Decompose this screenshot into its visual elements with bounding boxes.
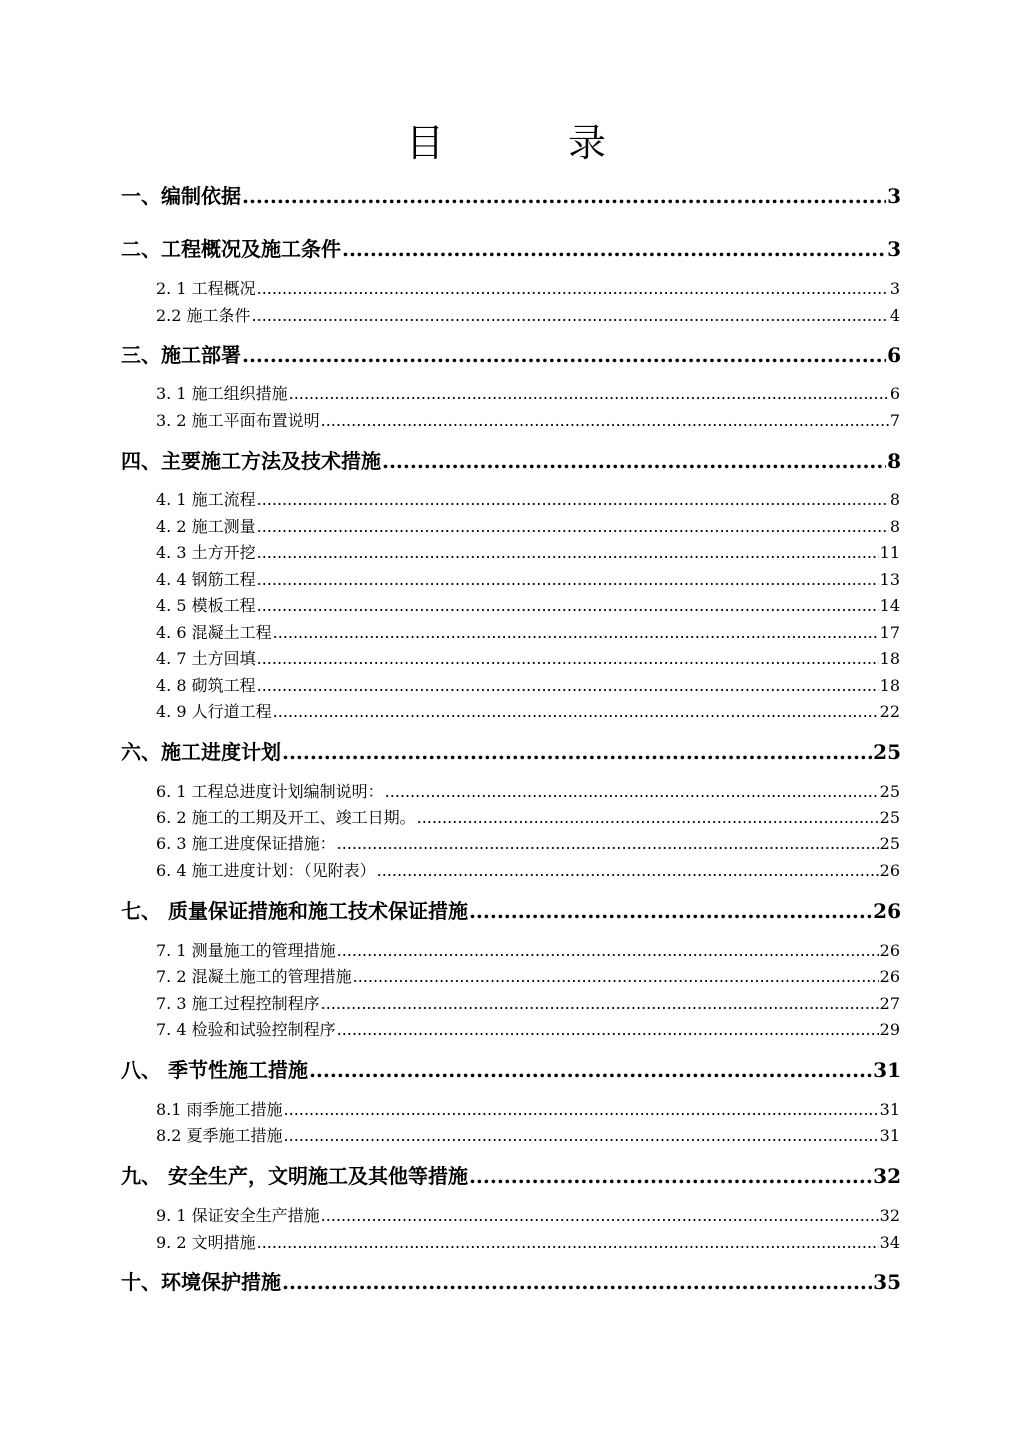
toc-dot-leader — [289, 382, 889, 406]
toc-page-number: 31 — [873, 1058, 901, 1082]
toc-section-entry[interactable] — [156, 1204, 900, 1228]
toc-page-number: 25 — [879, 782, 900, 801]
toc-chapter-entry[interactable] — [121, 446, 901, 476]
toc-entry-title: 7. 4 检验和试验控制程序 — [156, 1020, 336, 1039]
toc-section-entry[interactable] — [156, 674, 900, 698]
toc-entry-title: 7. 3 施工过程控制程序 — [156, 994, 320, 1013]
toc-dot-leader — [284, 1124, 879, 1148]
toc-page-number: 6 — [889, 384, 900, 403]
toc-page-number: 32 — [873, 1164, 901, 1188]
toc-section-entry[interactable] — [156, 1231, 900, 1255]
page-title: 目 录 — [405, 121, 663, 165]
toc-chapter-entry[interactable] — [121, 1055, 901, 1085]
toc-dot-leader — [257, 647, 879, 671]
toc-dot-leader — [252, 304, 889, 328]
toc-dot-leader — [337, 939, 879, 963]
toc-entry-title: 4. 9 人行道工程 — [156, 702, 272, 721]
toc-entry-title: 一、编制依据 — [121, 184, 241, 208]
toc-chapter-entry[interactable] — [121, 737, 901, 767]
toc-entry-title: 8.1 雨季施工措施 — [156, 1100, 283, 1119]
toc-page-number: 26 — [879, 967, 900, 986]
toc-entry-title: 3. 2 施工平面布置说明 — [156, 411, 320, 430]
toc-section-entry[interactable] — [156, 409, 900, 433]
toc-page-number: 32 — [879, 1206, 900, 1225]
toc-entry-title: 4. 7 土方回填 — [156, 649, 256, 668]
toc-dot-leader — [284, 1098, 879, 1122]
toc-page-number: 26 — [873, 899, 901, 923]
toc-section-entry[interactable] — [156, 568, 900, 592]
toc-dot-leader — [337, 1018, 879, 1042]
toc-entry-title: 8.2 夏季施工措施 — [156, 1126, 283, 1145]
toc-chapter-entry[interactable] — [121, 896, 901, 926]
toc-dot-leader — [309, 1055, 872, 1085]
toc-dot-leader — [257, 488, 889, 512]
toc-entry-title: 4. 3 土方开挖 — [156, 543, 256, 562]
toc-section-entry[interactable] — [156, 832, 900, 856]
toc-entry-title: 九、 安全生产，文明施工及其他等措施 — [121, 1164, 468, 1188]
toc-dot-leader — [337, 832, 879, 856]
toc-chapter-entry[interactable] — [121, 340, 901, 370]
toc-entry-title: 9. 1 保证安全生产措施 — [156, 1206, 320, 1225]
toc-dot-leader — [282, 737, 872, 767]
toc-entry-title: 十、环境保护措施 — [121, 1270, 281, 1294]
toc-dot-leader — [257, 277, 889, 301]
toc-page-number: 35 — [873, 1270, 901, 1294]
toc-dot-leader — [321, 992, 879, 1016]
toc-dot-leader — [382, 446, 886, 476]
toc-section-entry[interactable] — [156, 780, 900, 804]
toc-dot-leader — [469, 896, 872, 926]
toc-section-entry[interactable] — [156, 277, 900, 301]
toc-section-entry[interactable] — [156, 992, 900, 1016]
toc-dot-leader — [257, 541, 879, 565]
toc-dot-leader — [257, 568, 879, 592]
toc-page-number: 6 — [887, 343, 901, 367]
toc-page-number: 8 — [889, 490, 900, 509]
toc-entry-title: 6. 4 施工进度计划：（见附表） — [156, 861, 376, 880]
toc-chapter-entry[interactable] — [121, 181, 901, 211]
toc-entry-title: 2.2 施工条件 — [156, 306, 251, 325]
toc-page-number: 34 — [879, 1233, 900, 1252]
toc-dot-leader — [273, 700, 879, 724]
toc-entry-title: 2. 1 工程概况 — [156, 279, 256, 298]
toc-entry-title: 6. 3 施工进度保证措施： — [156, 834, 336, 853]
toc-section-entry[interactable] — [156, 515, 900, 539]
toc-entry-title: 3. 1 施工组织措施 — [156, 384, 288, 403]
toc-dot-leader — [377, 859, 879, 883]
toc-section-entry[interactable] — [156, 1098, 900, 1122]
toc-entry-title: 三、施工部署 — [121, 343, 241, 367]
toc-page-number: 25 — [879, 834, 900, 853]
toc-section-entry[interactable] — [156, 621, 900, 645]
toc-entry-title: 7. 1 测量施工的管理措施 — [156, 941, 336, 960]
toc-page-number: 17 — [879, 623, 900, 642]
toc-dot-leader — [469, 1161, 872, 1191]
toc-page-number: 3 — [887, 237, 901, 261]
toc-page-number: 26 — [879, 861, 900, 880]
toc-chapter-entry[interactable] — [121, 234, 901, 264]
toc-entry-title: 4. 2 施工测量 — [156, 517, 256, 536]
toc-entry-title: 6. 2 施工的工期及开工、竣工日期。 — [156, 808, 416, 827]
toc-page-number: 22 — [879, 702, 900, 721]
toc-section-entry[interactable] — [156, 541, 900, 565]
toc-section-entry[interactable] — [156, 965, 900, 989]
toc-dot-leader — [321, 1204, 879, 1228]
toc-page-number: 11 — [879, 543, 900, 562]
toc-dot-leader — [257, 515, 889, 539]
toc-dot-leader — [417, 806, 879, 830]
toc-section-entry[interactable] — [156, 594, 900, 618]
toc-page-number: 29 — [879, 1020, 900, 1039]
toc-chapter-entry[interactable] — [121, 1267, 901, 1297]
toc-entry-title: 6. 1 工程总进度计划编制说明： — [156, 782, 384, 801]
toc-entry-title: 9. 2 文明措施 — [156, 1233, 256, 1252]
toc-dot-leader — [257, 594, 879, 618]
toc-entry-title: 七、 质量保证措施和施工技术保证措施 — [121, 899, 468, 923]
toc-dot-leader — [242, 181, 886, 211]
toc-dot-leader — [353, 965, 879, 989]
toc-section-entry[interactable] — [156, 1124, 900, 1148]
toc-page-number: 13 — [879, 570, 900, 589]
toc-section-entry[interactable] — [156, 382, 900, 406]
toc-page-number: 3 — [887, 184, 901, 208]
toc-entry-title: 4. 8 砌筑工程 — [156, 676, 256, 695]
toc-section-entry[interactable] — [156, 488, 900, 512]
toc-page-number: 31 — [879, 1100, 900, 1119]
toc-page-number: 8 — [887, 449, 901, 473]
toc-dot-leader — [321, 409, 889, 433]
toc-page-number: 4 — [889, 306, 900, 325]
toc-page-number: 3 — [889, 279, 900, 298]
toc-section-entry[interactable] — [156, 304, 900, 328]
toc-entry-title: 4. 1 施工流程 — [156, 490, 256, 509]
toc-dot-leader — [385, 780, 879, 804]
toc-page-number: 25 — [879, 808, 900, 827]
toc-section-entry[interactable] — [156, 859, 900, 883]
toc-entry-title: 4. 4 钢筋工程 — [156, 570, 256, 589]
toc-section-entry[interactable] — [156, 806, 900, 830]
toc-dot-leader — [242, 340, 886, 370]
toc-dot-leader — [273, 621, 879, 645]
toc-entry-title: 二、工程概况及施工条件 — [121, 237, 341, 261]
toc-dot-leader — [342, 234, 886, 264]
toc-entry-title: 7. 2 混凝土施工的管理措施 — [156, 967, 352, 986]
toc-chapter-entry[interactable] — [121, 1161, 901, 1191]
toc-section-entry[interactable] — [156, 700, 900, 724]
toc-page-number: 31 — [879, 1126, 900, 1145]
toc-page-number: 18 — [879, 676, 900, 695]
toc-entry-title: 八、 季节性施工措施 — [121, 1058, 308, 1082]
toc-section-entry[interactable] — [156, 939, 900, 963]
toc-dot-leader — [257, 674, 879, 698]
toc-entry-title: 六、施工进度计划 — [121, 740, 281, 764]
toc-entry-title: 4. 6 混凝土工程 — [156, 623, 272, 642]
toc-page-number: 8 — [889, 517, 900, 536]
toc-section-entry[interactable] — [156, 1018, 900, 1042]
toc-page-number: 26 — [879, 941, 900, 960]
toc-page-number: 27 — [879, 994, 900, 1013]
toc-dot-leader — [257, 1231, 879, 1255]
toc-entry-title: 四、主要施工方法及技术措施 — [121, 449, 381, 473]
toc-dot-leader — [282, 1267, 872, 1297]
toc-section-entry[interactable] — [156, 647, 900, 671]
toc-page-number: 18 — [879, 649, 900, 668]
toc-page-number: 14 — [879, 596, 900, 615]
toc-page-number: 25 — [873, 740, 901, 764]
toc-entry-title: 4. 5 模板工程 — [156, 596, 256, 615]
toc-page-number: 7 — [889, 411, 900, 430]
